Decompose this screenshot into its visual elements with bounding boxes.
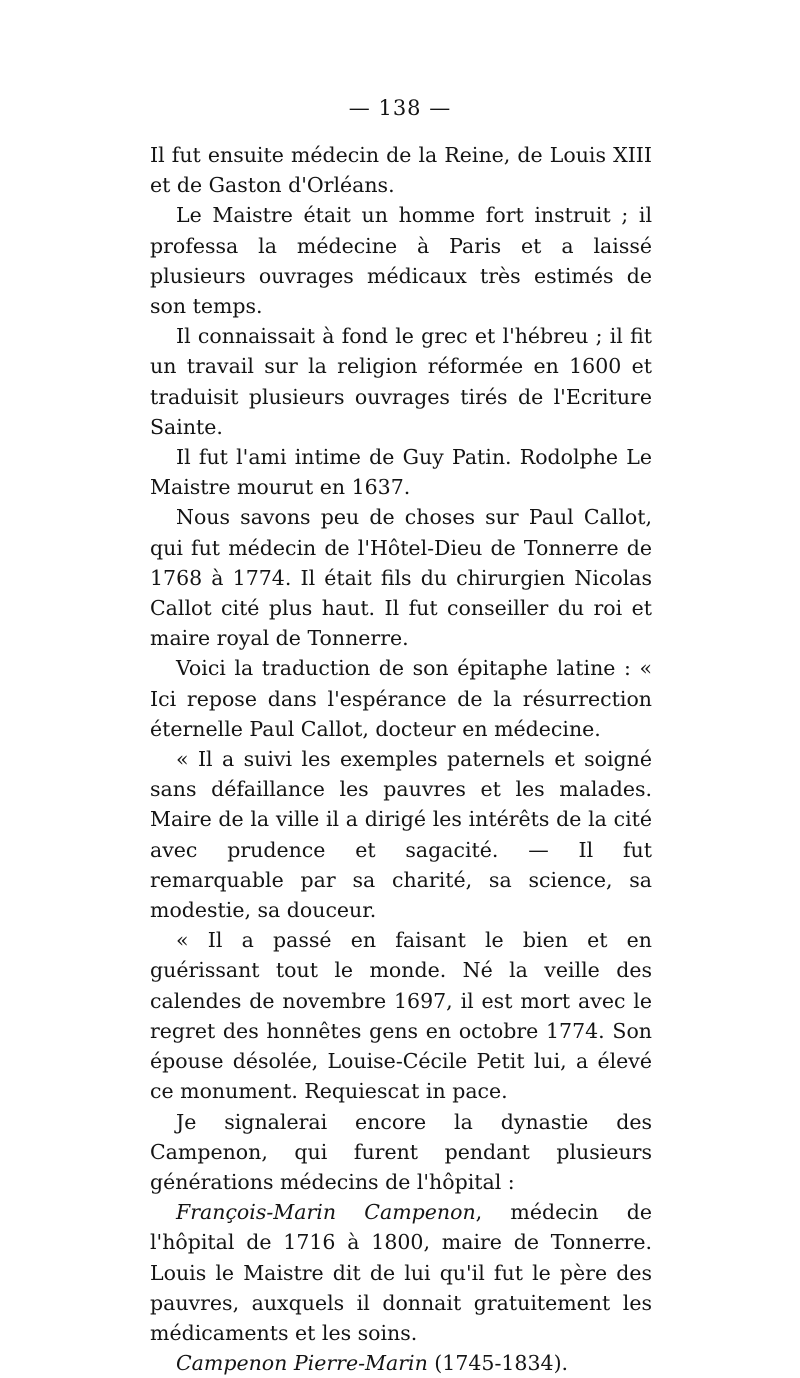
paragraph: Il fut ensuite médecin de la Reine, de Louis XIII et de Gaston d'Orléans. [150,143,652,198]
paragraph: Le Maistre était un homme fort instruit ; il professa la médecine à Paris et a laissé plusieurs ouvrages médicaux très estimés de son temps. [150,203,652,319]
paragraph [150,1348,652,1378]
person-name: François-Marin Campenon [176,1200,476,1225]
paragraph: Nous savons peu de choses sur Paul Callot, qui fut médecin de l'Hôtel-Dieu de Tonnerre de 1768 à 1774. Il était fils du chirurgien Nicolas Callot cité plus haut. Il fut conseiller du roi et maire royal de Tonnerre. [150,505,652,651]
paragraph: « Il a suivi les exemples paternels et soigné sans défaillance les pauvres et les malades. Maire de la ville il a dirigé les intérêts de la cité avec prudence et sagacité. — Il fut remarquable par sa charité, sa science, sa modestie, sa douceur. [150,747,652,923]
page-number: — 138 — [348,96,452,120]
person-name: Campenon Pierre-Marin [176,1351,428,1376]
paragraph: Il fut l'ami intime de Guy Patin. Rodolphe Le Maistre mourut en 1637. [150,445,652,500]
body-text [150,140,652,1378]
paragraph: Voici la traduction de son épitaphe latine : « Ici repose dans l'espérance de la résurrection éternelle Paul Callot, docteur en médecine. [150,656,652,741]
paragraph: Il connaissait à fond le grec et l'hébreu ; il fit un travail sur la religion réformée en 1600 et traduisit plusieurs ouvrages tirés de l'Ecriture Sainte. [150,324,652,439]
paragraph-text: , médecin de l'hôpital de 1716 à 1800, maire de Tonnerre. Louis le Maistre dit de lui qu'il fut le père des pauvres, auxquels il donnait gratuitement les médicaments et les soins. [150,1200,652,1345]
paragraph: « Il a passé en faisant le bien et en guérissant tout le monde. Né la veille des calendes de novembre 1697, il est mort avec le regret des honnêtes gens en octobre 1774. Son épouse désolée, Louise-Cécile Petit lui, a élevé ce monument. Requiescat in pace. [150,928,652,1104]
paragraph: Je signalerai encore la dynastie des Campenon, qui furent pendant plusieurs générations médecins de l'hôpital : [150,1109,652,1194]
paragraph [150,1197,652,1348]
paragraph-text: (1745-1834). [427,1351,569,1376]
